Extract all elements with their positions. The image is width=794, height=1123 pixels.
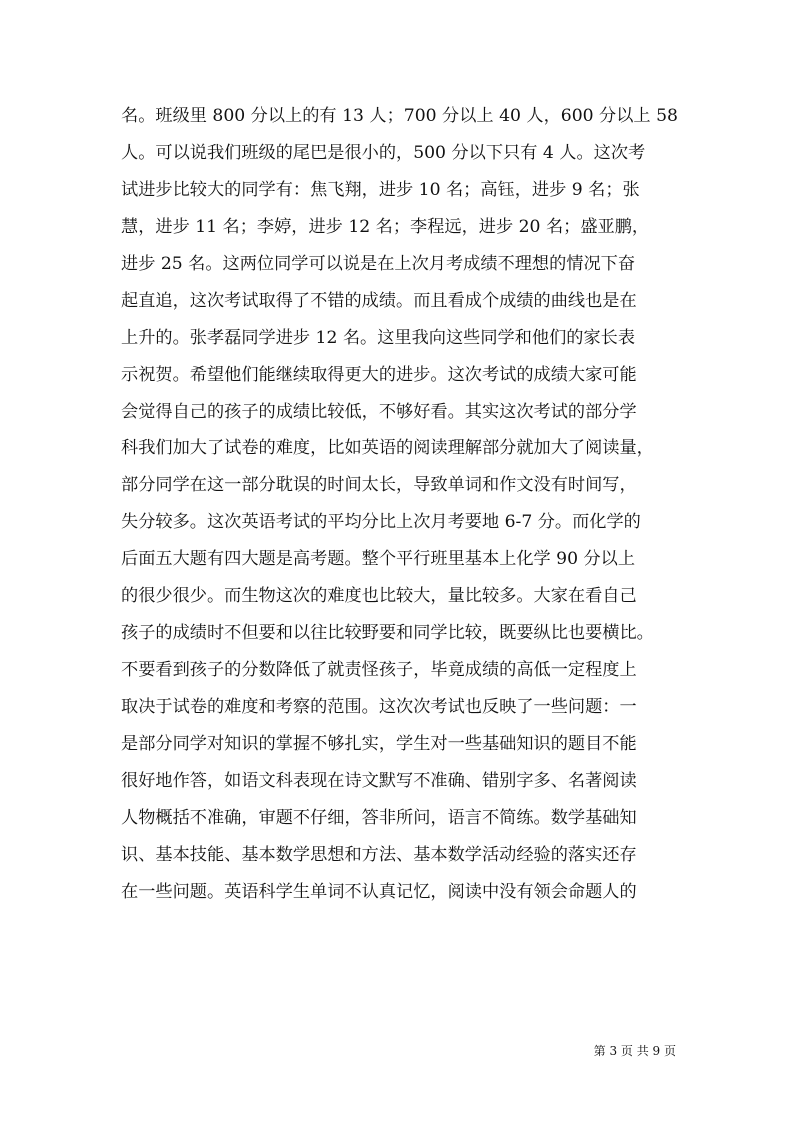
text-line: 示祝贺。希望他们能继续取得更大的进步。这次考试的成绩大家可能 (121, 364, 637, 385)
text-line: 起直追，这次考试取得了不错的成绩。而且看成个成绩的曲线也是在 (121, 290, 637, 311)
text-line: 上升的。张孝磊同学进步 12 名。这里我向这些同学和他们的家长表 (121, 327, 636, 348)
text-line: 很好地作答，如语文科表现在诗文默写不准确、错别字多、名著阅读 (121, 770, 637, 791)
text-line: 名。班级里 800 分以上的有 13 人；700 分以上 40 人，600 分以上 58 (121, 106, 678, 126)
text-line: 孩子的成绩时不但要和以往比较野要和同学比较，既要纵比也要横比。 (121, 623, 654, 644)
text-line: 取决于试卷的难度和考察的范围。这次次考试也反映了一些问题：一 (121, 697, 637, 717)
text-line: 后面五大题有四大题是高考题。整个平行班里基本上化学 90 分以上 (121, 549, 636, 570)
text-line: 进步 25 名。这两位同学可以说是在上次月考成绩不理想的情况下奋 (121, 253, 636, 274)
text-line: 会觉得自己的孩子的成绩比较低，不够好看。其实这次考试的部分学 (121, 401, 637, 422)
text-line: 部分同学在这一部分耽误的时间太长，导致单词和作文没有时间写， (121, 475, 637, 496)
text-line: 在一些问题。英语科学生单词不认真记忆，阅读中没有领会命题人的 (121, 881, 637, 902)
text-line: 人物概括不准确，审题不仔细，答非所问，语言不简练。数学基础知 (121, 807, 637, 828)
text-line: 不要看到孩子的分数降低了就责怪孩子，毕竟成绩的高低一定程度上 (121, 660, 637, 681)
text-line: 是部分同学对知识的掌握不够扎实，学生对一些基础知识的题目不能 (121, 733, 637, 754)
text-line: 慧，进步 11 名；李婷，进步 12 名；李程远，进步 20 名；盛亚鹏， (121, 216, 650, 237)
text-line: 科我们加大了试卷的难度，比如英语的阅读理解部分就加大了阅读量， (121, 438, 654, 459)
body-paragraph (121, 98, 681, 911)
text-line: 识、基本技能、基本数学思想和方法、基本数学活动经验的落实还存 (121, 844, 637, 865)
text-line: 人。可以说我们班级的尾巴是很小的，500 分以下只有 4 人。这次考 (121, 142, 646, 163)
page-number-footer: 第 3 页 共 9 页 (593, 1044, 676, 1058)
text-line: 失分较多。这次英语考试的平均分比上次月考要地 6-7 分。而化学的 (121, 512, 641, 533)
text-line: 的很少很少。而生物这次的难度也比较大，量比较多。大家在看自己 (121, 586, 637, 607)
text-line: 试进步比较大的同学有：焦飞翔，进步 10 名；高钰，进步 9 名；张 (121, 179, 640, 200)
